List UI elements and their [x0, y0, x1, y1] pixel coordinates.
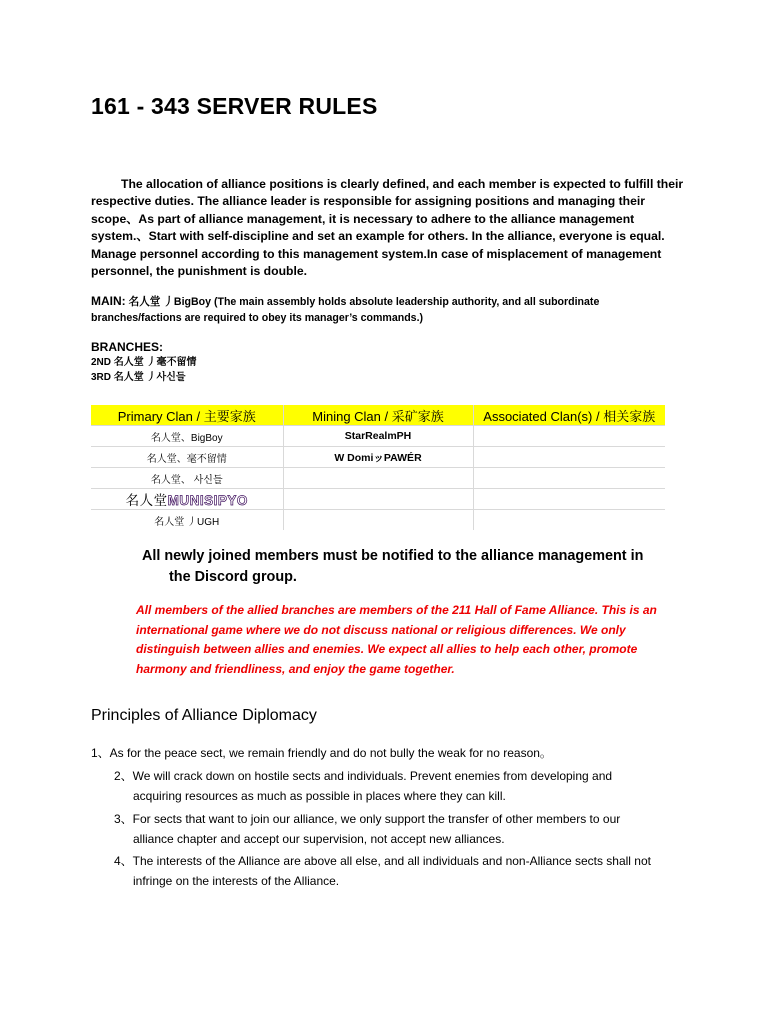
principle-line: acquiring resources as much as possible in places where they can kill. — [133, 788, 506, 803]
table-row — [91, 510, 665, 531]
mining-clan-cell: StarRealmPH — [283, 426, 473, 447]
principle-line: 4、The interests of the Alliance are above all else, and all individuals and non-Alliance sects shall not — [114, 854, 651, 868]
principle-item — [114, 852, 674, 891]
associated-clan-cell — [473, 468, 665, 489]
associated-clan-cell — [473, 447, 665, 468]
notice-line: the Discord group. — [169, 569, 297, 585]
main-text: 名人堂 丿BigBoy (The main assembly holds absolute leadership authority, and all subordinate branches/factions are required to obey its manager’s commands.) — [91, 296, 600, 324]
associated-clan-cell — [473, 510, 665, 531]
page-title: 161 - 343 SERVER RULES — [91, 93, 378, 119]
table-row — [91, 426, 665, 447]
intro-paragraph — [91, 176, 691, 280]
principle-line: 2、We will crack down on hostile sects and individuals. Prevent enemies from developing and — [114, 769, 613, 783]
principle-item — [114, 810, 674, 849]
branches-section — [91, 340, 197, 385]
principle-line: infringe on the interests of the Alliance. — [133, 873, 340, 888]
notice-line: All newly joined members must be notified to the alliance management in — [142, 548, 644, 564]
mining-clan-cell — [283, 468, 473, 489]
branches-heading: BRANCHES: — [91, 340, 163, 354]
principle-line: alliance chapter and accept our supervision, not accept new alliances. — [133, 831, 505, 846]
column-header-mining-clan: Mining Clan / 采矿家族 — [283, 405, 473, 426]
associated-clan-cell — [473, 489, 665, 510]
table-row — [91, 447, 665, 468]
column-header-primary-clan: Primary Clan / 主要家族 — [91, 405, 283, 426]
primary-clan-cell: 名人堂、毫不留情 — [91, 447, 283, 468]
clan-table — [91, 405, 665, 530]
clan-table-header-row — [91, 405, 665, 426]
associated-clan-cell — [473, 426, 665, 447]
primary-clan-stylized-name: MUNISIPYO — [167, 493, 248, 508]
discord-notice — [142, 546, 702, 588]
table-row — [91, 489, 665, 510]
principle-line: 1、As for the peace sect, we remain friendly and do not bully the weak for no reason。 — [91, 746, 552, 760]
primary-clan-cell: 名人堂、BigBoy — [91, 426, 283, 447]
primary-clan-cell — [91, 489, 283, 510]
branch-item: 3RD 名人堂 丿사신들 — [91, 372, 186, 383]
diplomacy-heading: Principles of Alliance Diplomacy — [91, 707, 317, 724]
principle-line: 3、For sects that want to join our alliance, we only support the transfer of other members to our — [114, 812, 621, 826]
principle-item — [114, 767, 674, 806]
branch-item: 2ND 名人堂 丿毫不留情 — [91, 357, 197, 368]
primary-clan-cell: 名人堂 丿UGH — [91, 510, 283, 531]
main-label: MAIN: — [91, 294, 126, 308]
primary-clan-cell: 名人堂、 사신들 — [91, 468, 283, 489]
principle-item — [91, 744, 691, 764]
column-header-associated-clans: Associated Clan(s) / 相关家族 — [473, 405, 665, 426]
primary-clan-prefix: 名人堂 — [125, 493, 168, 508]
mining-clan-cell — [283, 510, 473, 531]
intro-text: The allocation of alliance positions is clearly defined, and each member is expected to fulfill their respective duties. The alliance leader is responsible for assigning positions and managing their scope、As part of alliance management, it is necessary to adhere to the alliance management system.、Start with self-discipline and set an example for others. In the alliance, everyone is equal. Manage personnel according to this management system.In case of misplacement of management personnel, the punishment is double. — [91, 177, 684, 279]
table-row — [91, 468, 665, 489]
main-alliance-line — [91, 294, 691, 326]
mining-clan-cell — [283, 489, 473, 510]
alliance-note: All members of the allied branches are members of the 211 Hall of Fame Alliance. This is an international game where we do not discuss national or religious differences. We only distinguish between allies and enemies. We expect all allies to help each other, promote harmony and friendliness, and enjoy the game together. — [136, 603, 657, 677]
mining-clan-cell: W DomiッPAWÉR — [283, 447, 473, 468]
